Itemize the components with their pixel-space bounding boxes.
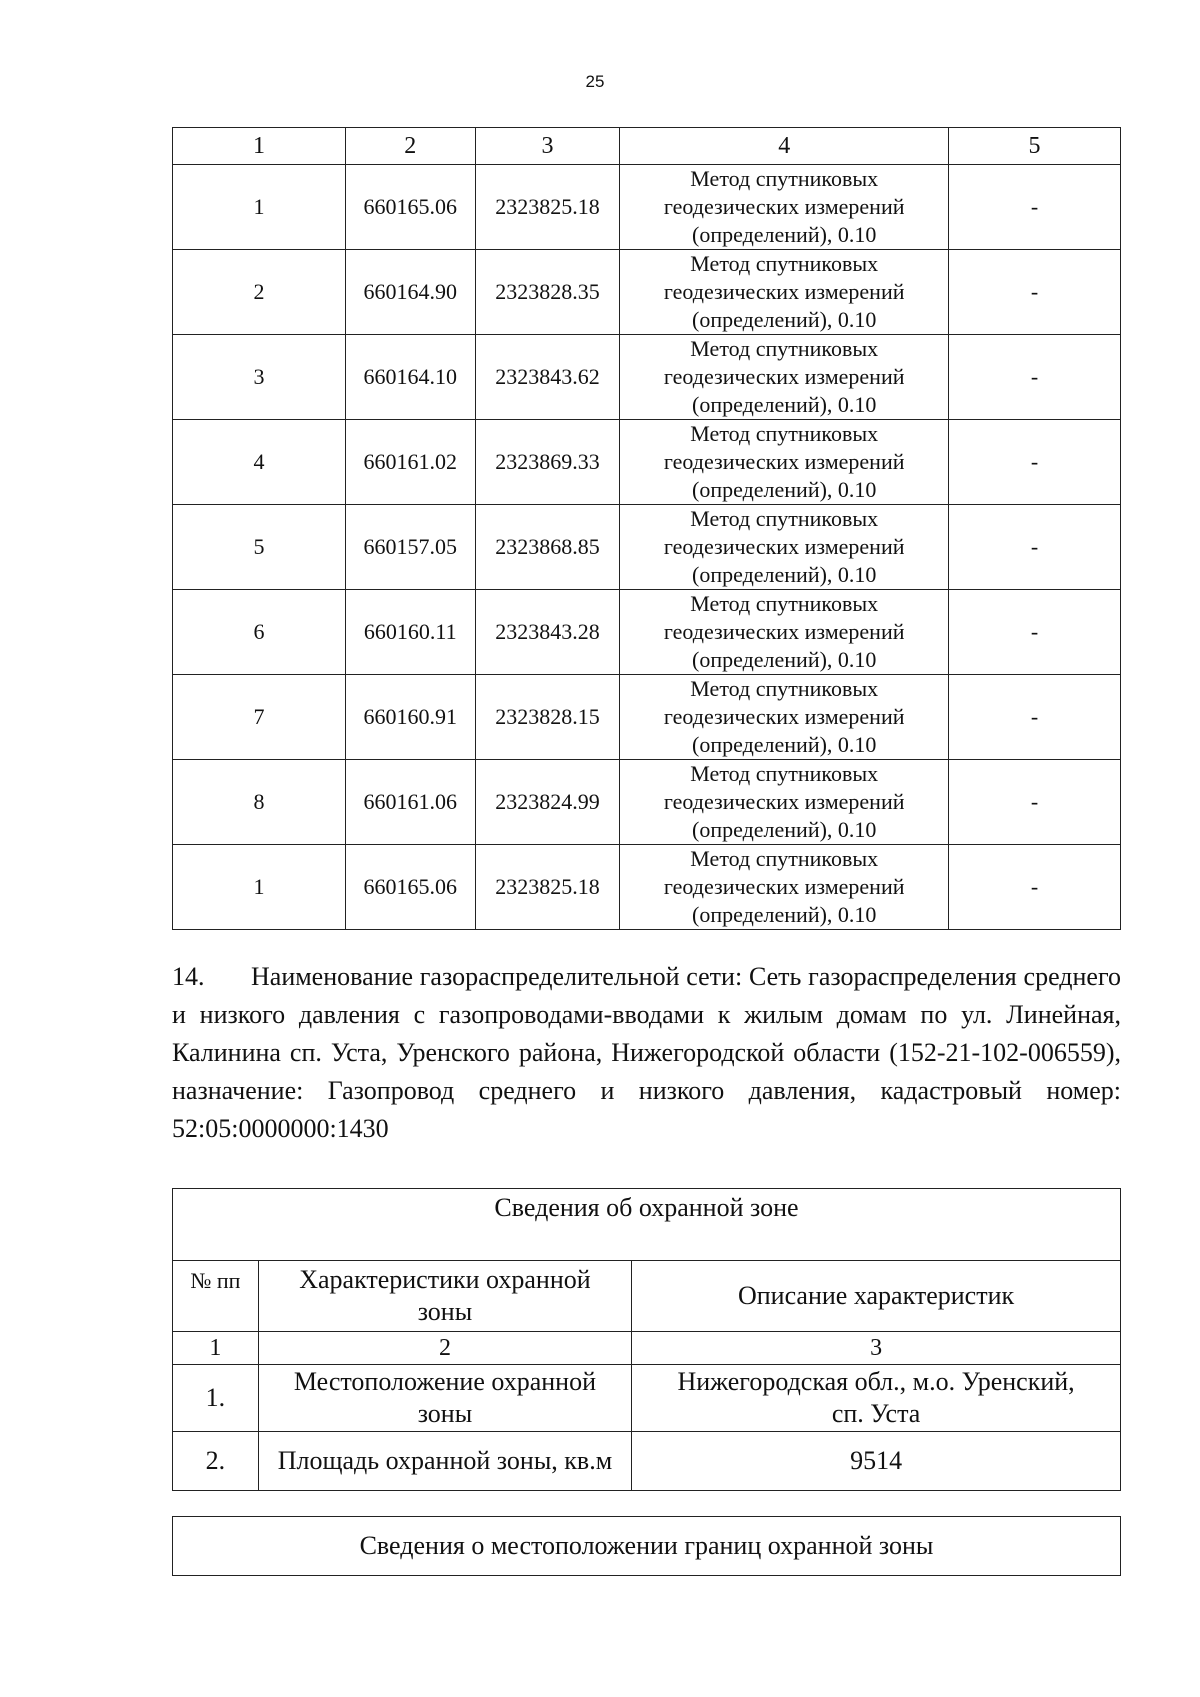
table-row: [173, 590, 1121, 675]
coordinate-x: 660164.10: [345, 335, 475, 420]
table-row: [173, 675, 1121, 760]
col-header-5: 5: [949, 128, 1121, 165]
section-14-paragraph: [172, 958, 1121, 1148]
zone-row-area: [173, 1432, 1121, 1491]
zone-header-row: [173, 1261, 1121, 1332]
coordinate-y: 2323843.62: [475, 335, 620, 420]
zone-row-characteristic-line2: зоны: [417, 1399, 473, 1428]
coordinate-x: 660165.06: [345, 165, 475, 250]
method-description: [620, 505, 949, 590]
zone-col-number-1: 1: [173, 1332, 259, 1365]
method-description: [620, 165, 949, 250]
method-line2: геодезических измерений: [663, 364, 905, 389]
point-number: 4: [173, 420, 346, 505]
table-row: [173, 845, 1121, 930]
method-line3: (определений), 0.10: [692, 222, 877, 247]
table-row: [173, 335, 1121, 420]
coordinate-x: 660164.90: [345, 250, 475, 335]
zone-row-num: 2.: [173, 1432, 259, 1491]
coordinate-y: 2323869.33: [475, 420, 620, 505]
coordinate-x: 660160.91: [345, 675, 475, 760]
coordinate-y: 2323843.28: [475, 590, 620, 675]
page-number: 25: [585, 72, 605, 91]
zone-col-number-3: 3: [632, 1332, 1121, 1365]
coordinate-x: 660161.02: [345, 420, 475, 505]
point-number: 1: [173, 165, 346, 250]
point-number: 5: [173, 505, 346, 590]
table-row: [173, 420, 1121, 505]
zone-row-description: [632, 1365, 1121, 1432]
method-description: [620, 335, 949, 420]
coordinate-y: 2323828.35: [475, 250, 620, 335]
coordinate-x: 660161.06: [345, 760, 475, 845]
zone-row-description-line1: Нижегородская обл., м.о. Уренский,: [677, 1367, 1075, 1396]
extra-value: -: [949, 675, 1121, 760]
coordinates-table: [172, 127, 1121, 930]
method-line2: геодезических измерений: [663, 704, 905, 729]
section-number: 14.: [172, 962, 205, 991]
table-row: [173, 505, 1121, 590]
col-header-3: 3: [475, 128, 620, 165]
extra-value: -: [949, 505, 1121, 590]
zone-row-characteristic: [258, 1365, 631, 1432]
table-row: [173, 165, 1121, 250]
extra-value: -: [949, 420, 1121, 505]
method-line1: Метод спутниковых: [690, 676, 879, 701]
zone-title-row: [173, 1189, 1121, 1261]
extra-value: -: [949, 760, 1121, 845]
table-row: [173, 760, 1121, 845]
method-line3: (определений), 0.10: [692, 732, 877, 757]
table-row: [173, 250, 1121, 335]
method-line3: (определений), 0.10: [692, 392, 877, 417]
coordinate-y: 2323825.18: [475, 165, 620, 250]
method-line1: Метод спутниковых: [690, 166, 879, 191]
zone-col-num: № пп: [173, 1261, 259, 1332]
method-line2: геодезических измерений: [663, 619, 905, 644]
method-line3: (определений), 0.10: [692, 307, 877, 332]
zone-col-characteristics-line1: Характеристики охранной: [299, 1265, 591, 1294]
point-number: 2: [173, 250, 346, 335]
method-line2: геодезических измерений: [663, 279, 905, 304]
coordinate-y: 2323828.15: [475, 675, 620, 760]
zone-col-numbers-row: [173, 1332, 1121, 1365]
col-header-2: 2: [345, 128, 475, 165]
method-description: [620, 845, 949, 930]
point-number: 6: [173, 590, 346, 675]
method-line2: геодезических измерений: [663, 194, 905, 219]
coordinates-header-row: [173, 128, 1121, 165]
coordinate-y: 2323824.99: [475, 760, 620, 845]
col-header-4: 4: [620, 128, 949, 165]
zone-row-num: 1.: [173, 1365, 259, 1432]
coordinates-body: [173, 165, 1121, 930]
zone-col-description: Описание характеристик: [632, 1261, 1121, 1332]
point-number: 7: [173, 675, 346, 760]
section-text: Наименование газораспределительной сети: Сеть газораспределения среднего и низкого давления с газопроводами-вводами к жилым домам по ул. Линейная, Калинина сп. Уста, Уренского района, Нижегородской области (152-21-102-006559), назначение: Газопровод среднего и низкого давления, кадастровый номер: 52:05:0000000:1430: [172, 962, 1121, 1143]
zone-row-description-line2: сп. Уста: [831, 1399, 921, 1428]
method-description: [620, 590, 949, 675]
point-number: 1: [173, 845, 346, 930]
extra-value: -: [949, 165, 1121, 250]
coordinate-x: 660157.05: [345, 505, 475, 590]
zone-table-title: Сведения об охранной зоне: [173, 1189, 1121, 1261]
coordinate-y: 2323868.85: [475, 505, 620, 590]
protection-zone-table: [172, 1188, 1121, 1491]
method-line1: Метод спутниковых: [690, 506, 879, 531]
method-line1: Метод спутниковых: [690, 846, 879, 871]
method-line3: (определений), 0.10: [692, 817, 877, 842]
col-header-1: 1: [173, 128, 346, 165]
method-description: [620, 420, 949, 505]
zone-row-characteristic: Площадь охранной зоны, кв.м: [258, 1432, 631, 1491]
method-line3: (определений), 0.10: [692, 902, 877, 927]
coordinate-x: 660165.06: [345, 845, 475, 930]
method-line2: геодезических измерений: [663, 789, 905, 814]
point-number: 8: [173, 760, 346, 845]
coordinate-x: 660160.11: [345, 590, 475, 675]
method-line3: (определений), 0.10: [692, 562, 877, 587]
method-line1: Метод спутниковых: [690, 591, 879, 616]
zone-col-number-2: 2: [258, 1332, 631, 1365]
zone-row-characteristic-line1: Местоположение охранной: [293, 1367, 596, 1396]
method-line2: геодезических измерений: [663, 874, 905, 899]
point-number: 3: [173, 335, 346, 420]
method-line3: (определений), 0.10: [692, 477, 877, 502]
zone-row-location: [173, 1365, 1121, 1432]
method-description: [620, 675, 949, 760]
coordinate-y: 2323825.18: [475, 845, 620, 930]
method-line1: Метод спутниковых: [690, 421, 879, 446]
method-description: [620, 760, 949, 845]
method-line1: Метод спутниковых: [690, 761, 879, 786]
method-line1: Метод спутниковых: [690, 336, 879, 361]
method-description: [620, 250, 949, 335]
extra-value: -: [949, 845, 1121, 930]
extra-value: -: [949, 335, 1121, 420]
method-line1: Метод спутниковых: [690, 251, 879, 276]
zone-col-characteristics-line2: зоны: [417, 1297, 473, 1326]
zone-row-description: 9514: [632, 1432, 1121, 1491]
boundaries-section-title: Сведения о местоположении границ охранной зоны: [172, 1516, 1121, 1576]
method-line2: геодезических измерений: [663, 449, 905, 474]
extra-value: -: [949, 250, 1121, 335]
method-line3: (определений), 0.10: [692, 647, 877, 672]
extra-value: -: [949, 590, 1121, 675]
method-line2: геодезических измерений: [663, 534, 905, 559]
zone-col-characteristics: [258, 1261, 631, 1332]
